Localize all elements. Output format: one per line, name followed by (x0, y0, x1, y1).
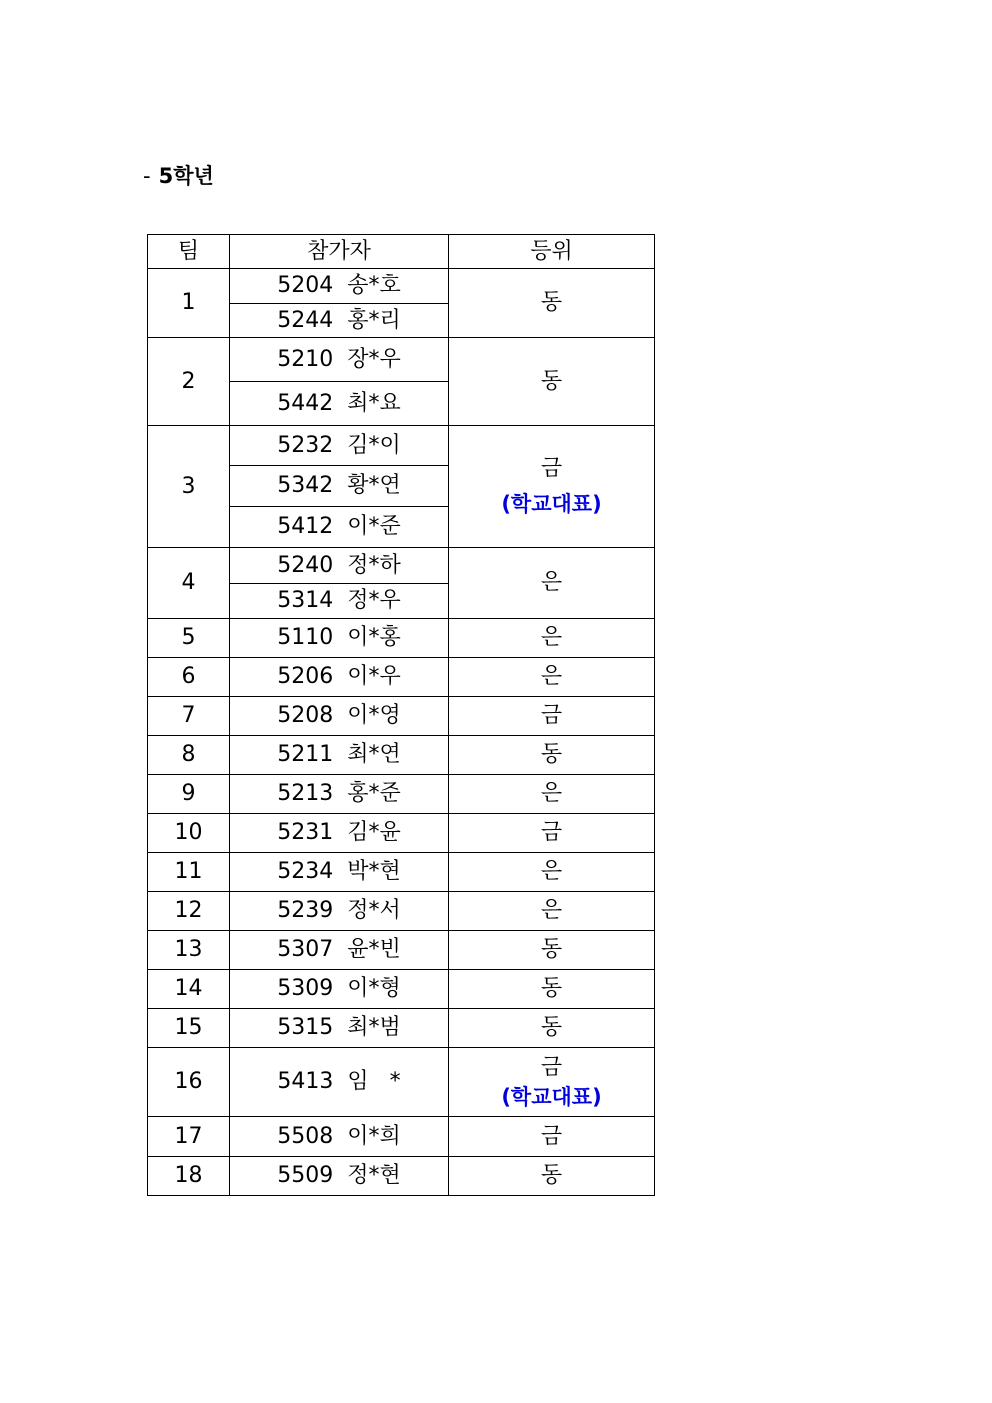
table-row (148, 1009, 655, 1048)
rank-cell: 은 (449, 775, 655, 814)
rank-cell (449, 1048, 655, 1117)
rank-cell: 금 (449, 1117, 655, 1157)
participant-cell: 5210 장*우 (230, 338, 449, 382)
header-rank: 등위 (449, 235, 655, 269)
table-row (148, 814, 655, 853)
rank-cell: 은 (449, 892, 655, 931)
participant-cell: 5315 최*범 (230, 1009, 449, 1048)
participant-cell: 5213 홍*준 (230, 775, 449, 814)
participant-cell: 5234 박*현 (230, 853, 449, 892)
results-table (147, 234, 655, 1196)
heading-dash: - (143, 164, 151, 188)
participant-cell: 5314 정*우 (230, 584, 449, 619)
team-cell: 12 (148, 892, 230, 931)
participant-cell: 5509 정*현 (230, 1157, 449, 1196)
rank-cell: 은 (449, 853, 655, 892)
team-cell: 6 (148, 658, 230, 697)
header-team: 팀 (148, 235, 230, 269)
rank-cell: 동 (449, 338, 655, 426)
table-row (148, 736, 655, 775)
table-row (148, 775, 655, 814)
rank-cell: 동 (449, 269, 655, 338)
rank-cell: 동 (449, 736, 655, 775)
participant-cell: 5204 송*호 (230, 269, 449, 304)
rank-text: 금 (540, 1054, 563, 1080)
team-cell: 3 (148, 426, 230, 548)
rank-cell: 금 (449, 814, 655, 853)
rank-text: 금 (540, 456, 563, 481)
header-row (148, 235, 655, 269)
team-cell: 1 (148, 269, 230, 338)
team-cell: 17 (148, 1117, 230, 1157)
rank-cell: 은 (449, 619, 655, 658)
participant-cell: 5508 이*희 (230, 1117, 449, 1157)
rank-cell: 동 (449, 970, 655, 1009)
table-row (148, 853, 655, 892)
table-row (148, 892, 655, 931)
table-row (148, 338, 655, 382)
rank-cell (449, 426, 655, 548)
team-cell: 2 (148, 338, 230, 426)
team-cell: 13 (148, 931, 230, 970)
table-row (148, 548, 655, 584)
rank-cell: 은 (449, 658, 655, 697)
participant-cell: 5342 황*연 (230, 466, 449, 507)
rank-cell: 동 (449, 1009, 655, 1048)
table-row (148, 697, 655, 736)
rank-cell: 동 (449, 1157, 655, 1196)
participant-cell: 5211 최*연 (230, 736, 449, 775)
participant-cell: 5442 최*요 (230, 382, 449, 426)
team-cell: 8 (148, 736, 230, 775)
participant-cell: 5412 이*준 (230, 507, 449, 548)
team-cell: 10 (148, 814, 230, 853)
table-row (148, 1117, 655, 1157)
table-row (148, 658, 655, 697)
school-rep-label: (학교대표) (501, 1084, 602, 1109)
table-row (148, 931, 655, 970)
team-cell: 11 (148, 853, 230, 892)
team-cell: 7 (148, 697, 230, 736)
team-cell: 16 (148, 1048, 230, 1117)
participant-cell: 5110 이*홍 (230, 619, 449, 658)
rank-cell: 동 (449, 931, 655, 970)
team-cell: 9 (148, 775, 230, 814)
team-cell: 15 (148, 1009, 230, 1048)
header-participants: 참가자 (230, 235, 449, 269)
participant-cell: 5307 윤*빈 (230, 931, 449, 970)
section-heading (143, 160, 214, 190)
team-cell: 14 (148, 970, 230, 1009)
team-cell: 4 (148, 548, 230, 619)
participant-cell: 5309 이*형 (230, 970, 449, 1009)
rank-cell: 은 (449, 548, 655, 619)
table-row (148, 426, 655, 466)
table-row (148, 619, 655, 658)
table-row (148, 1157, 655, 1196)
table-row (148, 269, 655, 304)
participant-cell: 5208 이*영 (230, 697, 449, 736)
participant-cell: 5240 정*하 (230, 548, 449, 584)
participant-cell: 5413 임 * (230, 1048, 449, 1117)
rank-cell: 금 (449, 697, 655, 736)
team-cell: 5 (148, 619, 230, 658)
school-rep-label: (학교대표) (501, 492, 602, 516)
participant-cell: 5231 김*윤 (230, 814, 449, 853)
table-row (148, 1048, 655, 1117)
participant-cell: 5239 정*서 (230, 892, 449, 931)
table-row (148, 970, 655, 1009)
participant-cell: 5244 홍*리 (230, 304, 449, 338)
grade-title: 5학년 (158, 164, 214, 188)
participant-cell: 5206 이*우 (230, 658, 449, 697)
participant-cell: 5232 김*이 (230, 426, 449, 466)
team-cell: 18 (148, 1157, 230, 1196)
